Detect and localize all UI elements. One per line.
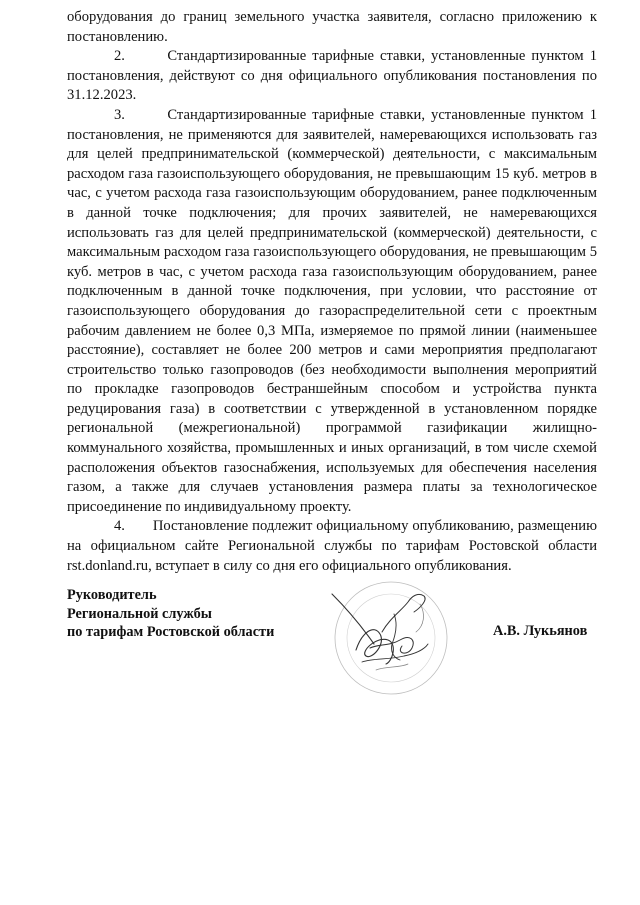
position-line-3: по тарифам Ростовской области bbox=[67, 624, 275, 640]
position-line-2: Региональной службы bbox=[67, 605, 212, 622]
paragraph-item-2: 2. Стандартизированные тарифные ставки, установленные пунктом 1 постановления, действуют со дня официального опубликования постановления по 31.12.2023. bbox=[67, 48, 597, 104]
paragraph-item-4: 4. Постановление подлежит официальному опубликованию, размещению на официальном сайте Региональной службы по тарифам Ростовской области rst.donland.ru, вступает в силу со дня его официального опубликования. bbox=[67, 518, 597, 574]
position-line-1: Руководитель bbox=[67, 587, 157, 603]
paragraph-item-3: 3. Стандартизированные тарифные ставки, установленные пунктом 1 постановления, не применяются для заявителей, намеревающихся использовать газ для целей предпринимательской (коммерческой) деятельности, с максимальным расходом газа газоиспользующего оборудования, не превышающим 15 куб. метров в час, с учетом расхода газа газоиспользующим оборудованием, ранее подключенным в данной точке подключения; для прочих заявителей, не намеревающихся использовать газ для целей предпринимательской (коммерческой) деятельности, с максимальным расходом газа газоиспользующего оборудования, не превышающим 5 куб. метров в час, с учетом расхода газа газоиспользующим оборудованием, ранее подключенным в данной точке подключения, при условии, что расстояние от газоиспользующего оборудования до газораспределительной сети с проектным рабочим давлением не более 0,3 МПа, измеряемое по прямой линии (наименьшее расстояние), составляет не более 200 метров и сами мероприятия предполагают строительство только газопроводов (без необходимости выполнения мероприятий по прокладке газопроводов бестраншейным способом и устройства пункта редуцирования газа) в соответствии с утвержденной в установленном порядке региональной (межрегиональной) программой газификации жилищно-коммунального хозяйства, промышленных и иных организаций, в том числе схемой расположения объектов газоснабжения, используемых для обеспечения населения газом, а также для случаев установления размера платы за технологическое присоединение по индивидуальному проекту. bbox=[67, 106, 597, 515]
paragraph-continuation: оборудования до границ земельного участка заявителя, согласно приложению к постановлению. bbox=[67, 9, 597, 45]
signatory-position bbox=[67, 586, 274, 642]
handwritten-signature bbox=[316, 574, 466, 696]
signer-name: А.В. Лукьянов bbox=[493, 623, 588, 639]
document-body bbox=[67, 8, 597, 576]
